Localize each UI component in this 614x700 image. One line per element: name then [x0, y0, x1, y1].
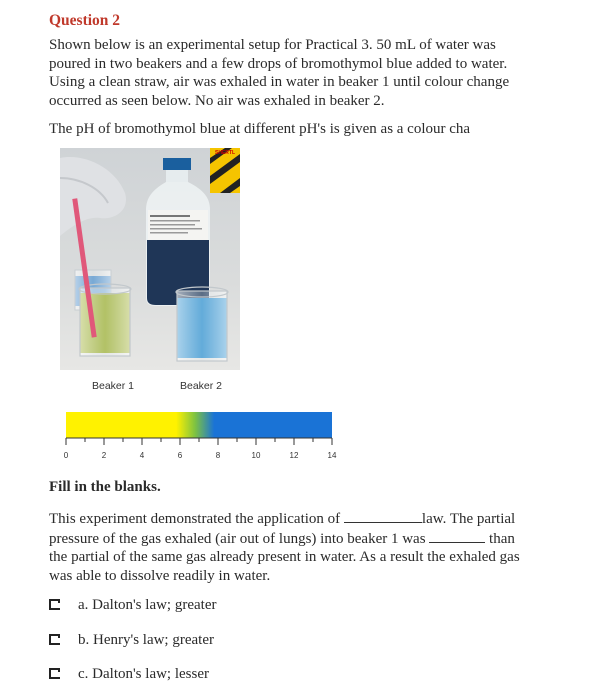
ph-tick-label: 6	[177, 451, 183, 460]
ph-tick-label: 2	[101, 451, 107, 460]
ph-color-scale	[58, 408, 348, 464]
fill-text: pressure of the gas exhaled (air out of lungs) into beaker 1 was	[49, 530, 426, 547]
blank-1[interactable]	[344, 509, 422, 523]
bottle-brand-text: SHERTL	[215, 150, 235, 156]
option-a[interactable]	[49, 597, 216, 614]
intro-line: poured in two beakers and a few drops of bromothymol blue added to water.	[49, 55, 508, 72]
beaker-2	[176, 287, 228, 361]
fill-text: was able to dissolve readily in water.	[49, 567, 271, 584]
option-b[interactable]	[49, 632, 214, 649]
option-c-label: c. Dalton's law; lesser	[78, 666, 210, 682]
blank-2[interactable]	[429, 529, 485, 543]
fill-text: law. The partial	[421, 511, 516, 527]
fill-in-paragraph	[49, 509, 559, 585]
ph-tick-label: 4	[139, 451, 145, 460]
option-a-label: a. Dalton's law; greater	[78, 597, 217, 613]
option-c[interactable]	[49, 666, 209, 683]
experiment-photo	[60, 148, 240, 370]
fill-text: This experiment demonstrated the application of	[49, 511, 341, 527]
ph-color-bar	[66, 412, 332, 438]
beaker-1-label: Beaker 1	[92, 380, 135, 392]
ph-tick-group	[64, 438, 337, 460]
fill-in-title: Fill in the blanks.	[49, 479, 161, 495]
fill-text: than	[489, 530, 515, 547]
question-intro	[49, 36, 549, 110]
ph-tick-label: 14	[327, 451, 337, 460]
intro-line: occurred as seen below. No air was exhaled in beaker 2.	[49, 92, 385, 109]
checkbox-icon[interactable]	[49, 668, 60, 679]
checkbox-icon[interactable]	[49, 634, 60, 645]
beaker-2-label: Beaker 2	[180, 380, 223, 392]
question-title: Question 2	[49, 12, 121, 29]
option-b-label: b. Henry's law; greater	[78, 632, 214, 648]
ph-tick-label: 8	[215, 451, 221, 460]
fill-text: the partial of the same gas already present in water. As a result the exhaled gas	[49, 549, 520, 565]
checkbox-icon[interactable]	[49, 599, 60, 610]
intro-line: Using a clean straw, air was exhaled in water in beaker 1 until colour change	[49, 74, 510, 90]
ph-tick-label: 0	[63, 451, 69, 460]
ph-tick-label: 12	[289, 451, 299, 460]
intro-line: Shown below is an experimental setup for Practical 3. 50 mL of water was	[49, 37, 496, 53]
warning-tape	[210, 148, 240, 193]
ph-sentence: The pH of bromothymol blue at different pH's is given as a colour cha	[49, 121, 471, 137]
ph-tick-label: 10	[251, 451, 261, 460]
